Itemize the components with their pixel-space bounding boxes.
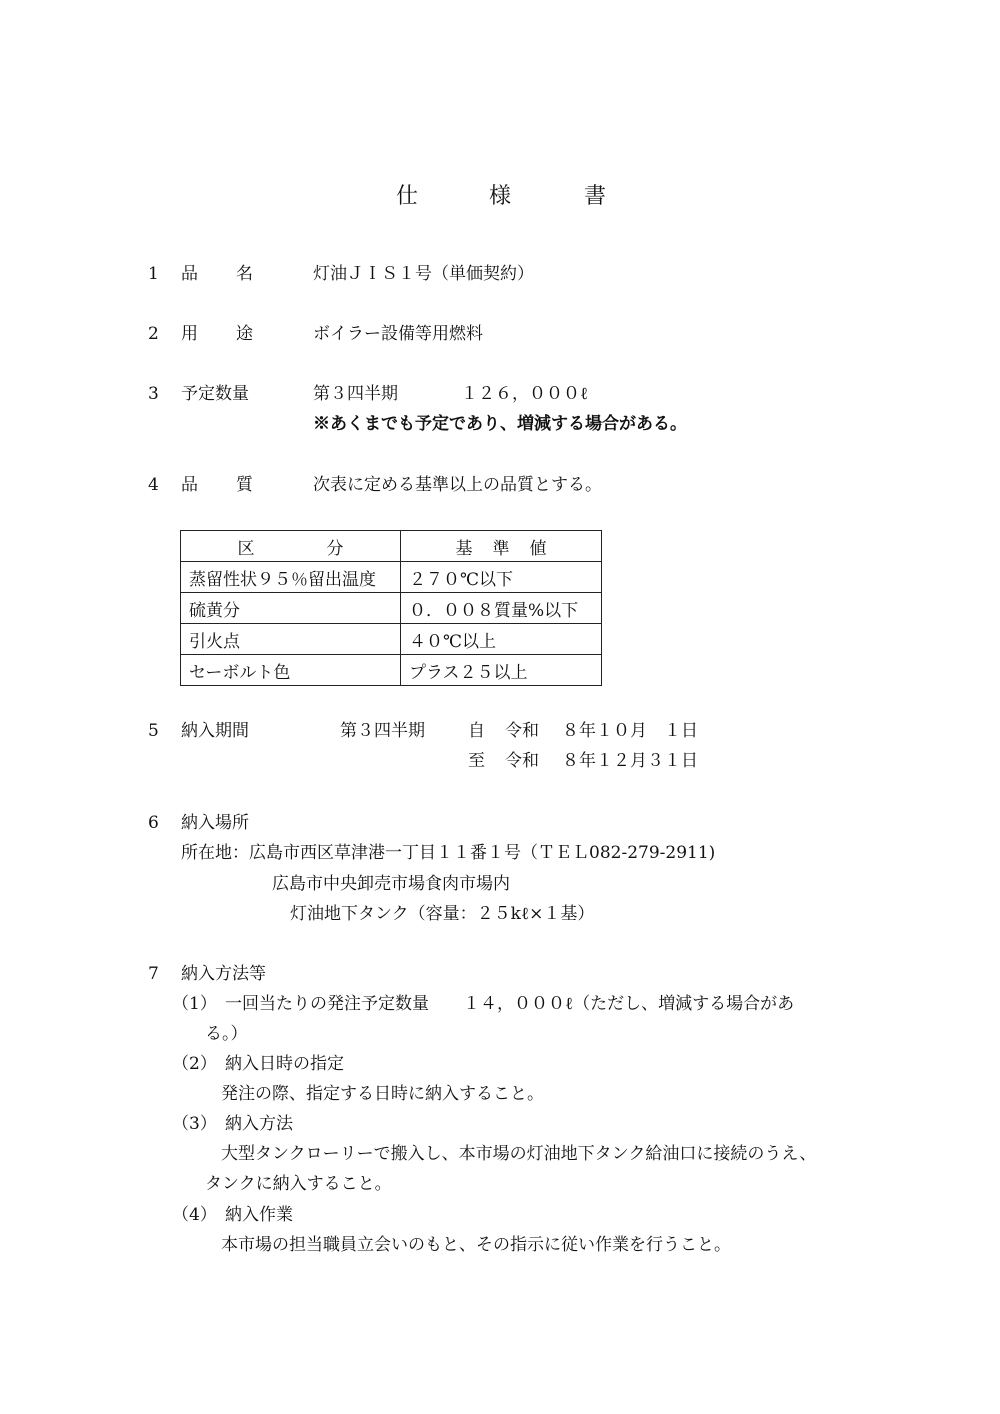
section-7-number: 7: [148, 964, 159, 984]
section-4-label-b: 質: [236, 475, 253, 495]
row-standard: ２７０℃以下: [401, 562, 602, 593]
table-row: [181, 655, 602, 686]
section-6-number: 6: [148, 813, 159, 833]
row-item: 硫黄分: [181, 593, 401, 624]
delivery-tank: 灯油地下タンク（容量：２５kℓ×１基）: [290, 904, 595, 924]
subitem-4-number: （4）: [172, 1205, 217, 1225]
section-1-label-a: 品: [181, 264, 198, 284]
row-standard: ４０℃以上: [401, 624, 602, 655]
title-char-2: 様: [489, 184, 512, 209]
delivery-period: 第３四半期: [340, 721, 425, 741]
table-row: [181, 624, 602, 655]
row-item: セーボルト色: [181, 655, 401, 686]
to-date: ８年１２月３１日: [562, 751, 698, 771]
section-2-label-a: 用: [181, 324, 198, 344]
subitem-3-number: （3）: [172, 1114, 217, 1134]
header-standard-char-2: 準: [492, 538, 510, 559]
table-header-row: [181, 531, 602, 562]
section-1-number: 1: [148, 264, 159, 284]
quantity-note: ※あくまでも予定であり、増減する場合がある。: [313, 414, 687, 434]
header-category-char-2: 分: [326, 538, 344, 559]
subitem-1-text-cont: る。）: [205, 1024, 248, 1044]
subitem-2-number: （2）: [172, 1054, 217, 1074]
quality-value: 次表に定める基準以上の品質とする。: [313, 475, 602, 495]
row-item: 引火点: [181, 624, 401, 655]
quality-standards-table: [180, 530, 602, 686]
header-category-char-1: 区: [237, 538, 255, 559]
subitem-3-body-2: タンクに納入すること。: [205, 1174, 392, 1194]
from-date: ８年１０月 １日: [562, 721, 698, 741]
subitem-3-title: 納入方法: [225, 1114, 293, 1134]
header-standard-char-3: 値: [529, 538, 547, 559]
delivery-facility: 広島市中央卸売市場食肉市場内: [272, 874, 510, 894]
from-era: 令和: [505, 721, 539, 741]
section-3-number: 3: [148, 384, 159, 404]
from-label: 自: [468, 721, 485, 741]
subitem-2-title: 納入日時の指定: [225, 1054, 344, 1074]
usage-value: ボイラー設備等用燃料: [313, 324, 483, 344]
section-5-label: 納入期間: [181, 721, 249, 741]
subitem-4-body: 本市場の担当職員立会いのもと、その指示に従い作業を行うこと。: [221, 1235, 731, 1255]
section-7-label: 納入方法等: [181, 964, 266, 984]
row-item: 蒸留性状９５％留出温度: [181, 562, 401, 593]
section-3-label: 予定数量: [181, 384, 249, 404]
section-1-label-b: 名: [236, 264, 253, 284]
subitem-1-text: 一回当たりの発注予定数量 １４，０００ℓ（ただし、増減する場合があ: [225, 994, 795, 1014]
subitem-4-title: 納入作業: [225, 1205, 293, 1225]
header-standard-char-1: 基: [455, 538, 473, 559]
to-era: 令和: [505, 751, 539, 771]
section-2-number: 2: [148, 324, 159, 344]
row-standard: プラス２５以上: [401, 655, 602, 686]
section-2-label-b: 途: [236, 324, 253, 344]
subitem-3-body-1: 大型タンクローリーで搬入し、本市場の灯油地下タンク給油口に接続のうえ、: [221, 1144, 817, 1164]
section-4-label-a: 品: [181, 475, 198, 495]
quantity-amount: １２６，０００ℓ: [461, 384, 589, 404]
section-5-number: 5: [148, 721, 159, 741]
header-category: [181, 531, 401, 562]
table-row: [181, 593, 602, 624]
subitem-1-number: （1）: [172, 994, 217, 1014]
section-6-label: 納入場所: [181, 813, 249, 833]
subitem-2-body: 発注の際、指定する日時に納入すること。: [221, 1084, 544, 1104]
to-label: 至: [468, 751, 485, 771]
table-row: [181, 562, 602, 593]
title-char-1: 仕: [396, 184, 419, 209]
item-name-value: 灯油ＪＩＳ１号（単価契約）: [313, 264, 534, 284]
header-standard: [401, 531, 602, 562]
section-4-number: 4: [148, 475, 159, 495]
delivery-address: 所在地：広島市西区草津港一丁目１１番１号（ＴＥＬ082-279-2911): [181, 843, 716, 863]
row-standard: ０．００８質量%以下: [401, 593, 602, 624]
title-char-3: 書: [584, 184, 607, 209]
quantity-period: 第３四半期: [313, 384, 398, 404]
